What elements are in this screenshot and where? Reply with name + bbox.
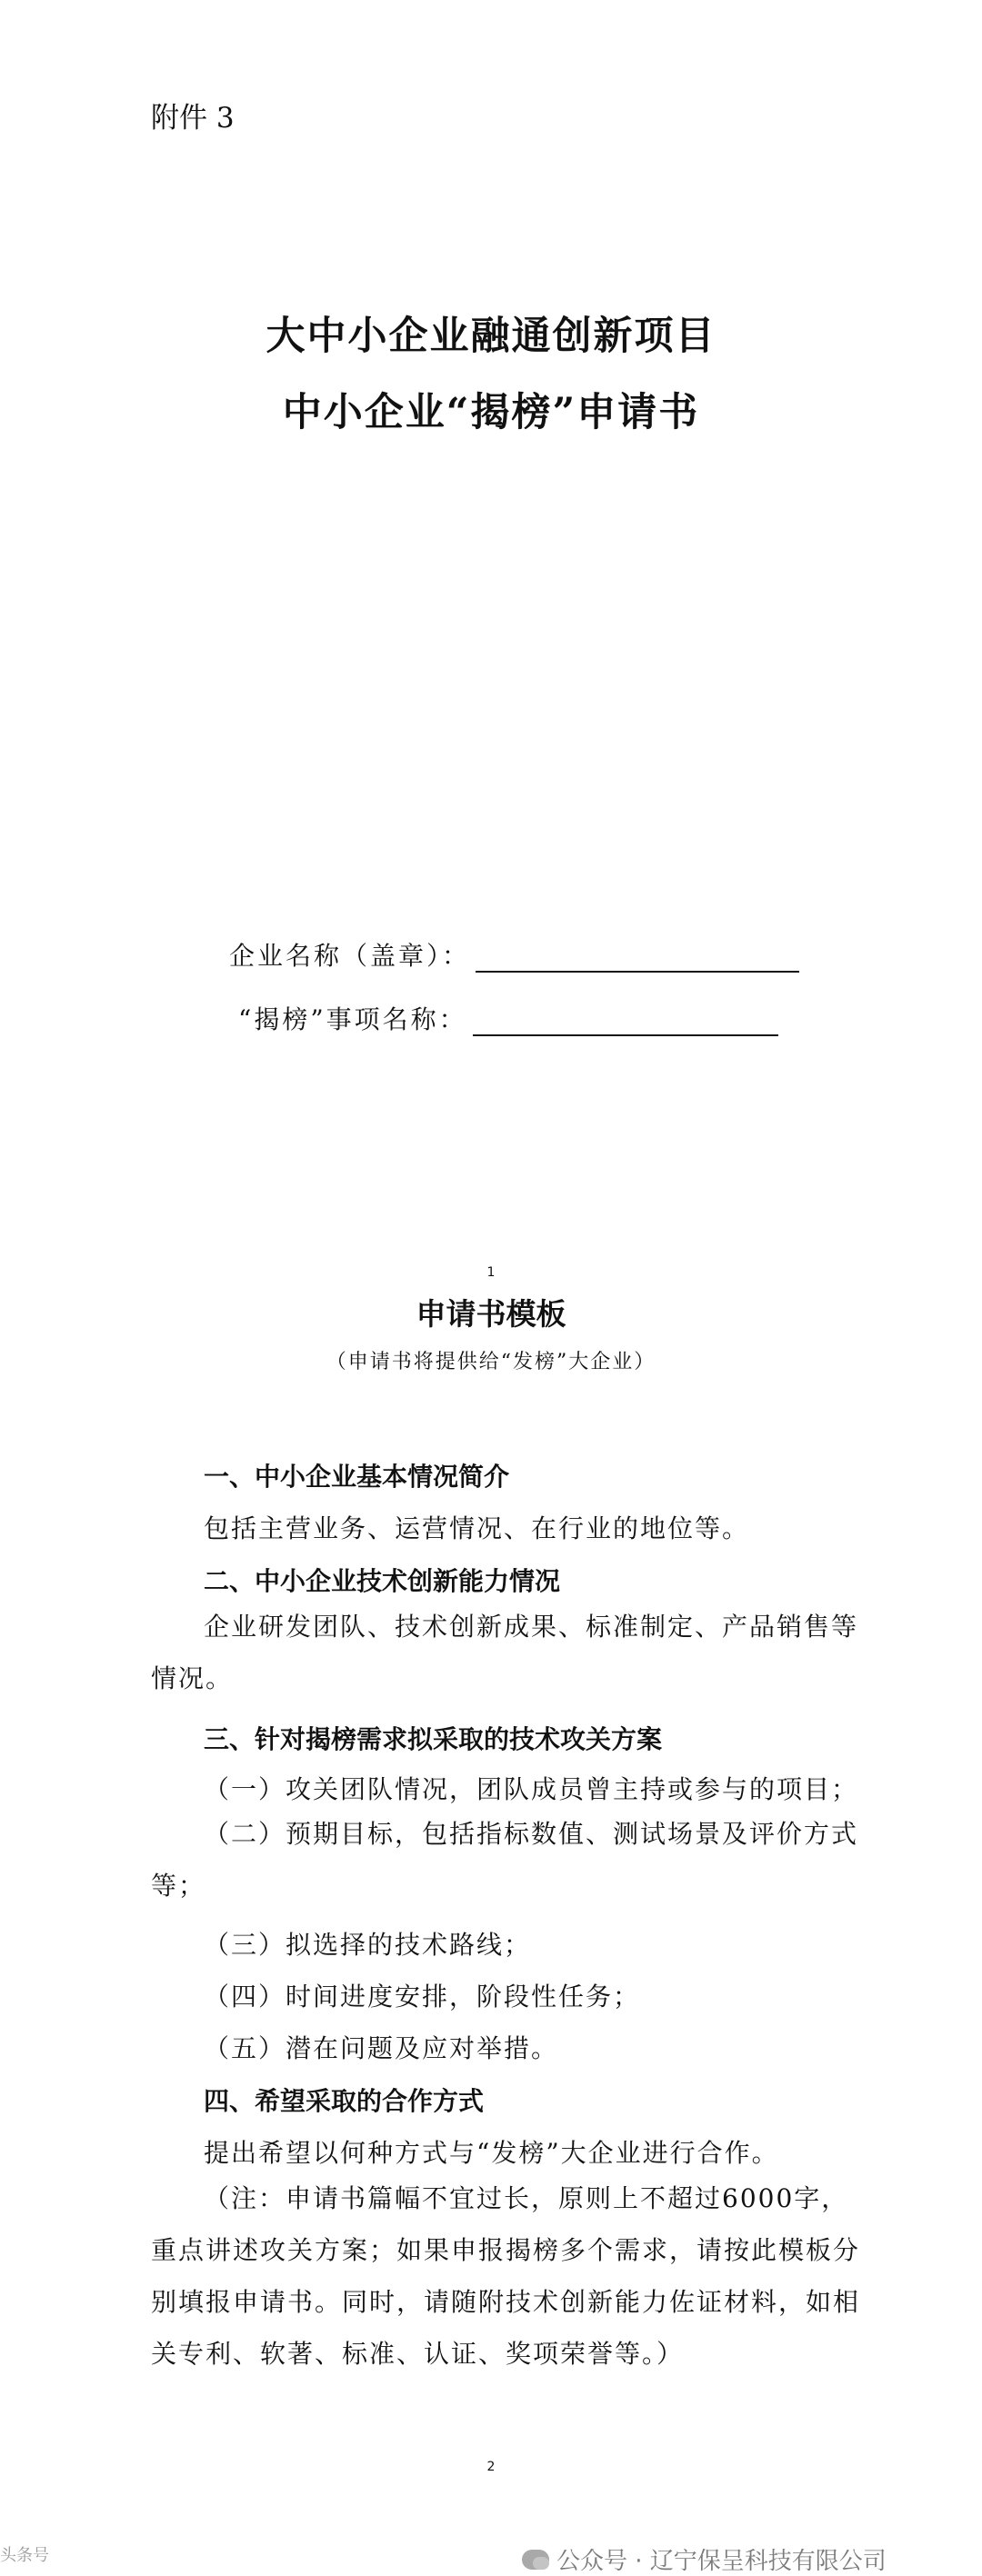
section4-heading: 四、希望采取的合作方式 xyxy=(204,2086,485,2116)
watermark-left xyxy=(0,2542,49,2566)
template-note: （注：申请书篇幅不宜过长，原则上不超过6000字，重点讲述攻关方案；如果申报揭榜多个需求，请按此模板分别填报申请书。同时，请随附技术创新能力佐证材料，如相关专利、软著、标准、认证、奖项荣誉等。） xyxy=(151,2183,861,2369)
wechat-icon xyxy=(522,2550,549,2570)
page-number-1: 1 xyxy=(486,1265,496,1280)
section4-body: 提出希望以何种方式与“发榜”大企业进行合作。 xyxy=(204,2138,779,2168)
watermark-text: 公众号 · 辽宁保呈科技有限公司 xyxy=(556,2548,887,2575)
cover-title-line2: 中小企业“揭榜”申请书 xyxy=(282,390,700,435)
section3-item5: （五）潜在问题及应对举措。 xyxy=(204,2033,559,2063)
section2-heading: 二、中小企业技术创新能力情况 xyxy=(204,1566,561,1596)
item-name-label: “揭榜”事项名称： xyxy=(238,1004,467,1034)
section3-item4: （四）时间进度安排，阶段性任务； xyxy=(204,1982,641,2012)
page-number-2: 2 xyxy=(486,2460,496,2474)
company-name-label: 企业名称（盖章）： xyxy=(229,941,471,971)
item-name-blank xyxy=(473,1007,778,1036)
watermark-left-text: 头条号 xyxy=(0,2546,49,2565)
section3-item1: （一）攻关团队情况，团队成员曾主持或参与的项目； xyxy=(204,1774,859,1804)
item-name-field xyxy=(238,1000,778,1036)
company-name-field xyxy=(229,936,799,973)
template-title: 申请书模板 xyxy=(416,1296,566,1332)
watermark xyxy=(522,2542,887,2576)
company-name-blank xyxy=(476,944,799,973)
section3-heading: 三、针对揭榜需求拟采取的技术攻关方案 xyxy=(204,1724,663,1754)
section3-item3: （三）拟选择的技术路线； xyxy=(204,1930,532,1960)
section1-heading: 一、中小企业基本情况简介 xyxy=(204,1462,510,1492)
section2-body: 企业研发团队、技术创新成果、标准制定、产品销售等情况。 xyxy=(151,1612,859,1693)
section1-body: 包括主营业务、运营情况、在行业的地位等。 xyxy=(204,1513,750,1543)
section3-item2: （二）预期目标，包括指标数值、测试场景及评价方式等； xyxy=(151,1819,859,1901)
template-subtitle: （申请书将提供给“发榜”大企业） xyxy=(326,1351,656,1373)
attachment-label: 附件 3 xyxy=(151,102,235,135)
cover-title-line1: 大中小企业融通创新项目 xyxy=(266,314,716,359)
